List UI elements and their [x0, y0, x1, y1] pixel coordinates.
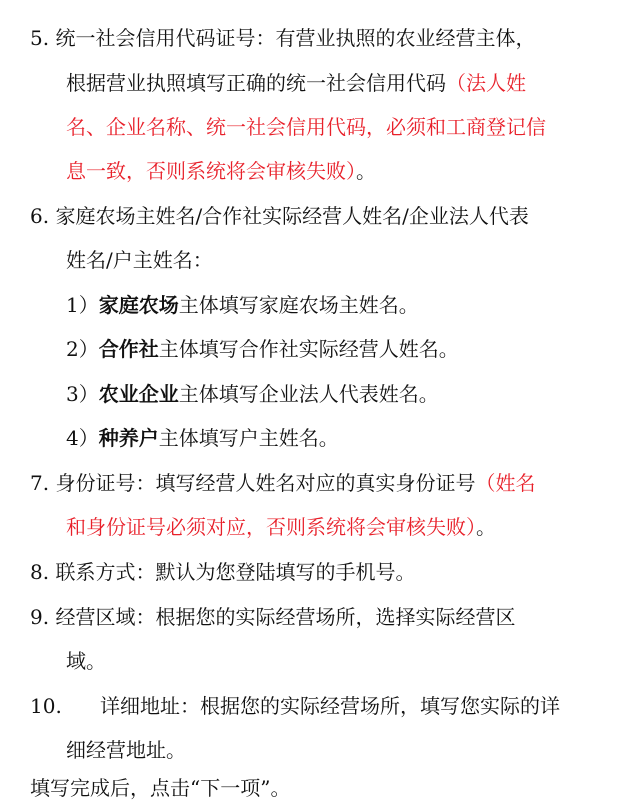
closing-instruction: 填写完成后，点击“下一项”。 — [30, 776, 291, 800]
item-10-number: 10. — [30, 694, 62, 718]
item-8-line-1: 8. 联系方式：默认为您登陆填写的手机号。 — [30, 560, 416, 584]
item-6-sub-4 — [66, 424, 339, 452]
item-10-line-1: 详细地址：根据您的实际经营场所，填写您实际的详 — [100, 694, 560, 718]
item-9-line-2: 域。 — [66, 649, 106, 673]
sub-text: 主体填写合作社实际经营人姓名。 — [158, 337, 459, 361]
sub-number: 2） — [66, 337, 99, 361]
item-9-line-1: 9. 经营区域：根据您的实际经营场所，选择实际经营区 — [30, 605, 516, 629]
item-10-line-2: 细经营地址。 — [66, 738, 186, 762]
item-5-period: 。 — [356, 159, 376, 183]
item-5-line-4 — [66, 157, 376, 185]
item-7-note: （姓名 — [475, 471, 536, 495]
item-7-text: 7. 身份证号：填写经营人姓名对应的真实身份证号 — [30, 471, 476, 495]
sub-subject: 农业企业 — [98, 382, 179, 406]
item-5-line-2 — [66, 69, 526, 97]
sub-number: 3） — [66, 382, 99, 406]
item-7-period: 。 — [476, 515, 496, 539]
item-6-sub-1 — [66, 291, 419, 319]
item-6-line-1: 6. 家庭农场主姓名/合作社实际经营人姓名/企业法人代表 — [30, 204, 529, 228]
item-5-line-1: 5. 统一社会信用代码证号：有营业执照的农业经营主体， — [30, 26, 536, 50]
item-7-line-2 — [66, 513, 496, 541]
sub-subject: 家庭农场 — [98, 293, 179, 317]
sub-subject: 合作社 — [98, 337, 159, 361]
item-7-line-1 — [30, 469, 535, 497]
sub-number: 1） — [66, 293, 99, 317]
sub-text: 主体填写家庭农场主姓名。 — [178, 293, 419, 317]
item-5-line-3: 名、企业名称、统一社会信用代码，必须和工商登记信 — [66, 115, 546, 139]
item-5-note-end: 息一致，否则系统将会审核失败） — [66, 159, 356, 183]
item-6-sub-3 — [66, 380, 439, 408]
sub-number: 4） — [66, 426, 99, 450]
sub-subject: 种养户 — [98, 426, 159, 450]
item-7-note-end: 和身份证号必须对应，否则系统将会审核失败） — [66, 515, 476, 539]
item-6-sub-2 — [66, 335, 459, 363]
sub-text: 主体填写企业法人代表姓名。 — [178, 382, 439, 406]
item-5-note: （法人姓 — [446, 71, 526, 95]
sub-text: 主体填写户主姓名。 — [158, 426, 339, 450]
item-6-line-2: 姓名/户主姓名： — [66, 248, 213, 272]
item-5-text: 根据营业执照填写正确的统一社会信用代码 — [66, 71, 446, 95]
